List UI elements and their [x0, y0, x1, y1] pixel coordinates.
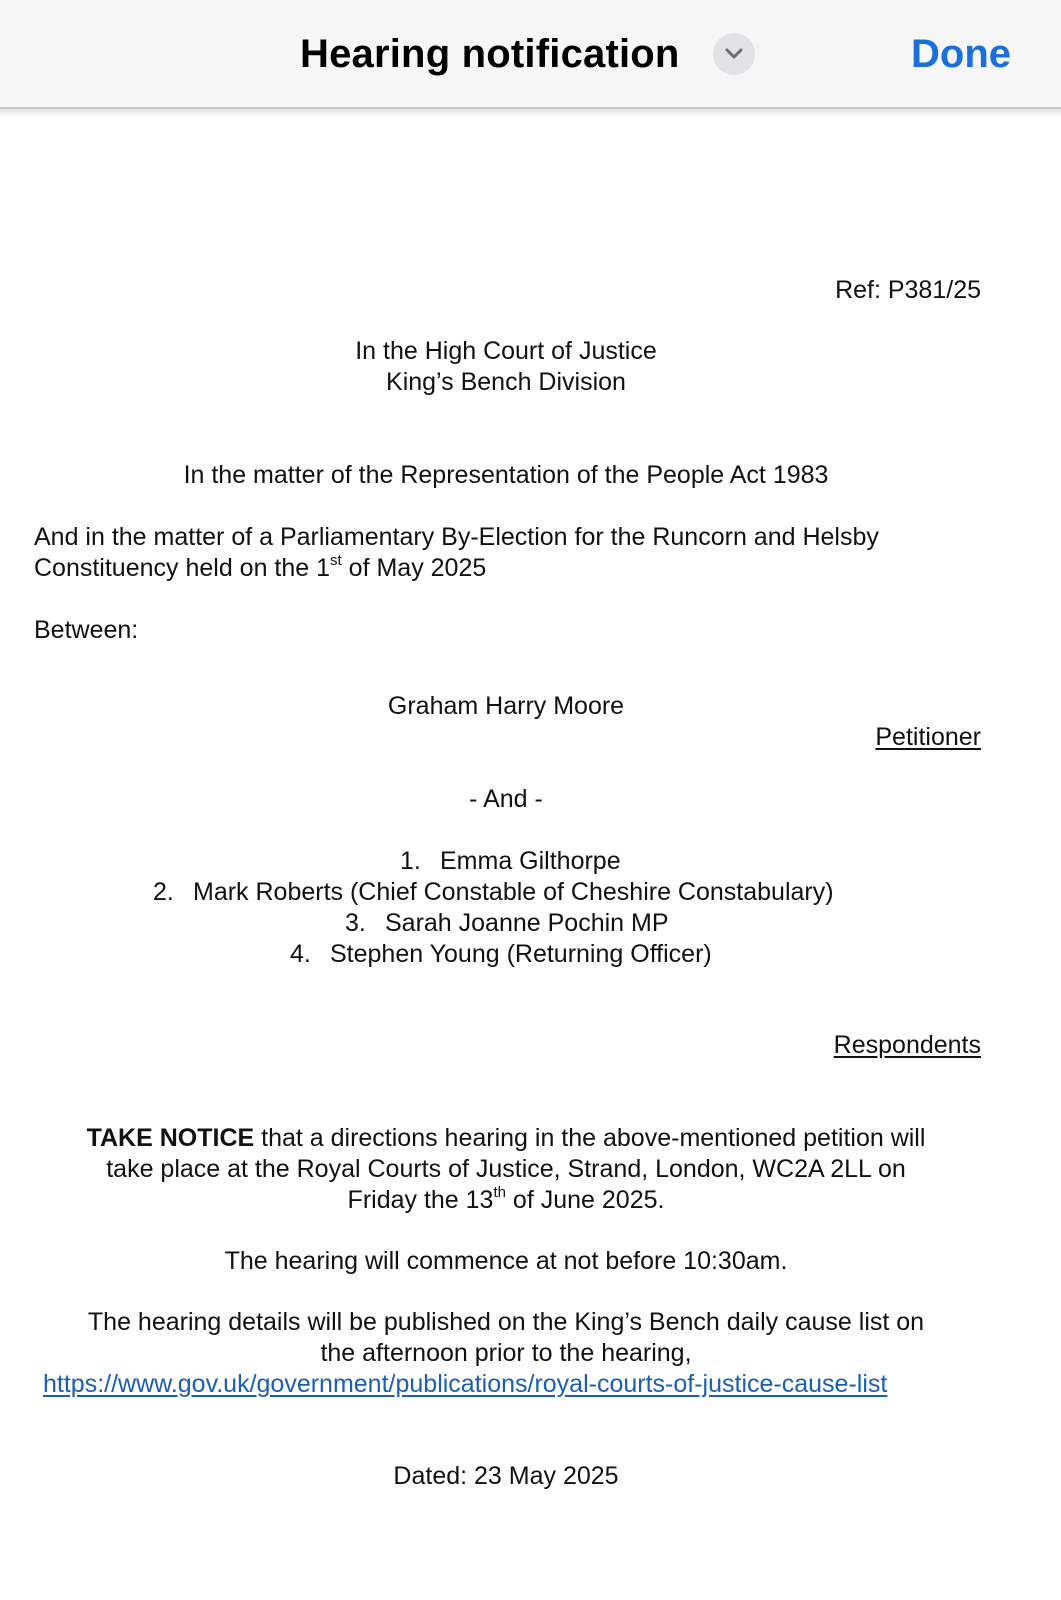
notice-line2: take place at the Royal Courts of Justice, Strand, London, WC2A 2LL on	[106, 1155, 906, 1183]
list-item: 3. Sarah Joanne Pochin MP	[345, 909, 669, 937]
notice-line1: TAKE NOTICE that a directions hearing in the above-mentioned petition will	[86, 1124, 926, 1152]
list-item: 2. Mark Roberts (Chief Constable of Cheshire Constabulary)	[153, 878, 834, 906]
matter-election-line2: Constituency held on the 1st of May 2025	[34, 552, 487, 582]
respondents-label: Respondents	[833, 1031, 981, 1059]
matter-act: In the matter of the Representation of the People Act 1983	[183, 461, 829, 489]
petitioner-label: Petitioner	[875, 723, 981, 751]
court-division: King’s Bench Division	[386, 368, 626, 396]
details-line1: The hearing details will be published on the King’s Bench daily cause list on	[87, 1308, 925, 1336]
navigation-bar	[0, 0, 1061, 109]
list-item: 1. Emma Gilthorpe	[400, 847, 621, 875]
reference-number: Ref: P381/25	[835, 276, 981, 304]
list-item: 4. Stephen Young (Returning Officer)	[290, 940, 712, 968]
court-name: In the High Court of Justice	[355, 337, 657, 365]
dated-line: Dated: 23 May 2025	[393, 1462, 619, 1490]
chevron-down-icon	[724, 45, 744, 63]
petitioner-name: Graham Harry Moore	[387, 692, 625, 720]
navbar-divider	[0, 109, 1061, 117]
title-menu-button[interactable]	[713, 33, 755, 75]
and-separator: - And -	[469, 785, 543, 813]
done-button[interactable]: Done	[911, 32, 1011, 76]
details-line2: the afternoon prior to the hearing,	[320, 1339, 692, 1367]
notice-line3: Friday the 13th of June 2025.	[347, 1184, 665, 1214]
cause-list-link[interactable]: https://www.gov.uk/government/publications/royal-courts-of-justice-cause-list	[43, 1370, 888, 1398]
document-view[interactable]	[0, 117, 1061, 1600]
matter-election-line1: And in the matter of a Parliamentary By-Election for the Runcorn and Helsby	[34, 523, 879, 551]
commence-time: The hearing will commence at not before 10:30am.	[224, 1247, 788, 1275]
between-label: Between:	[34, 616, 139, 644]
page-title: Hearing notification	[300, 32, 680, 76]
